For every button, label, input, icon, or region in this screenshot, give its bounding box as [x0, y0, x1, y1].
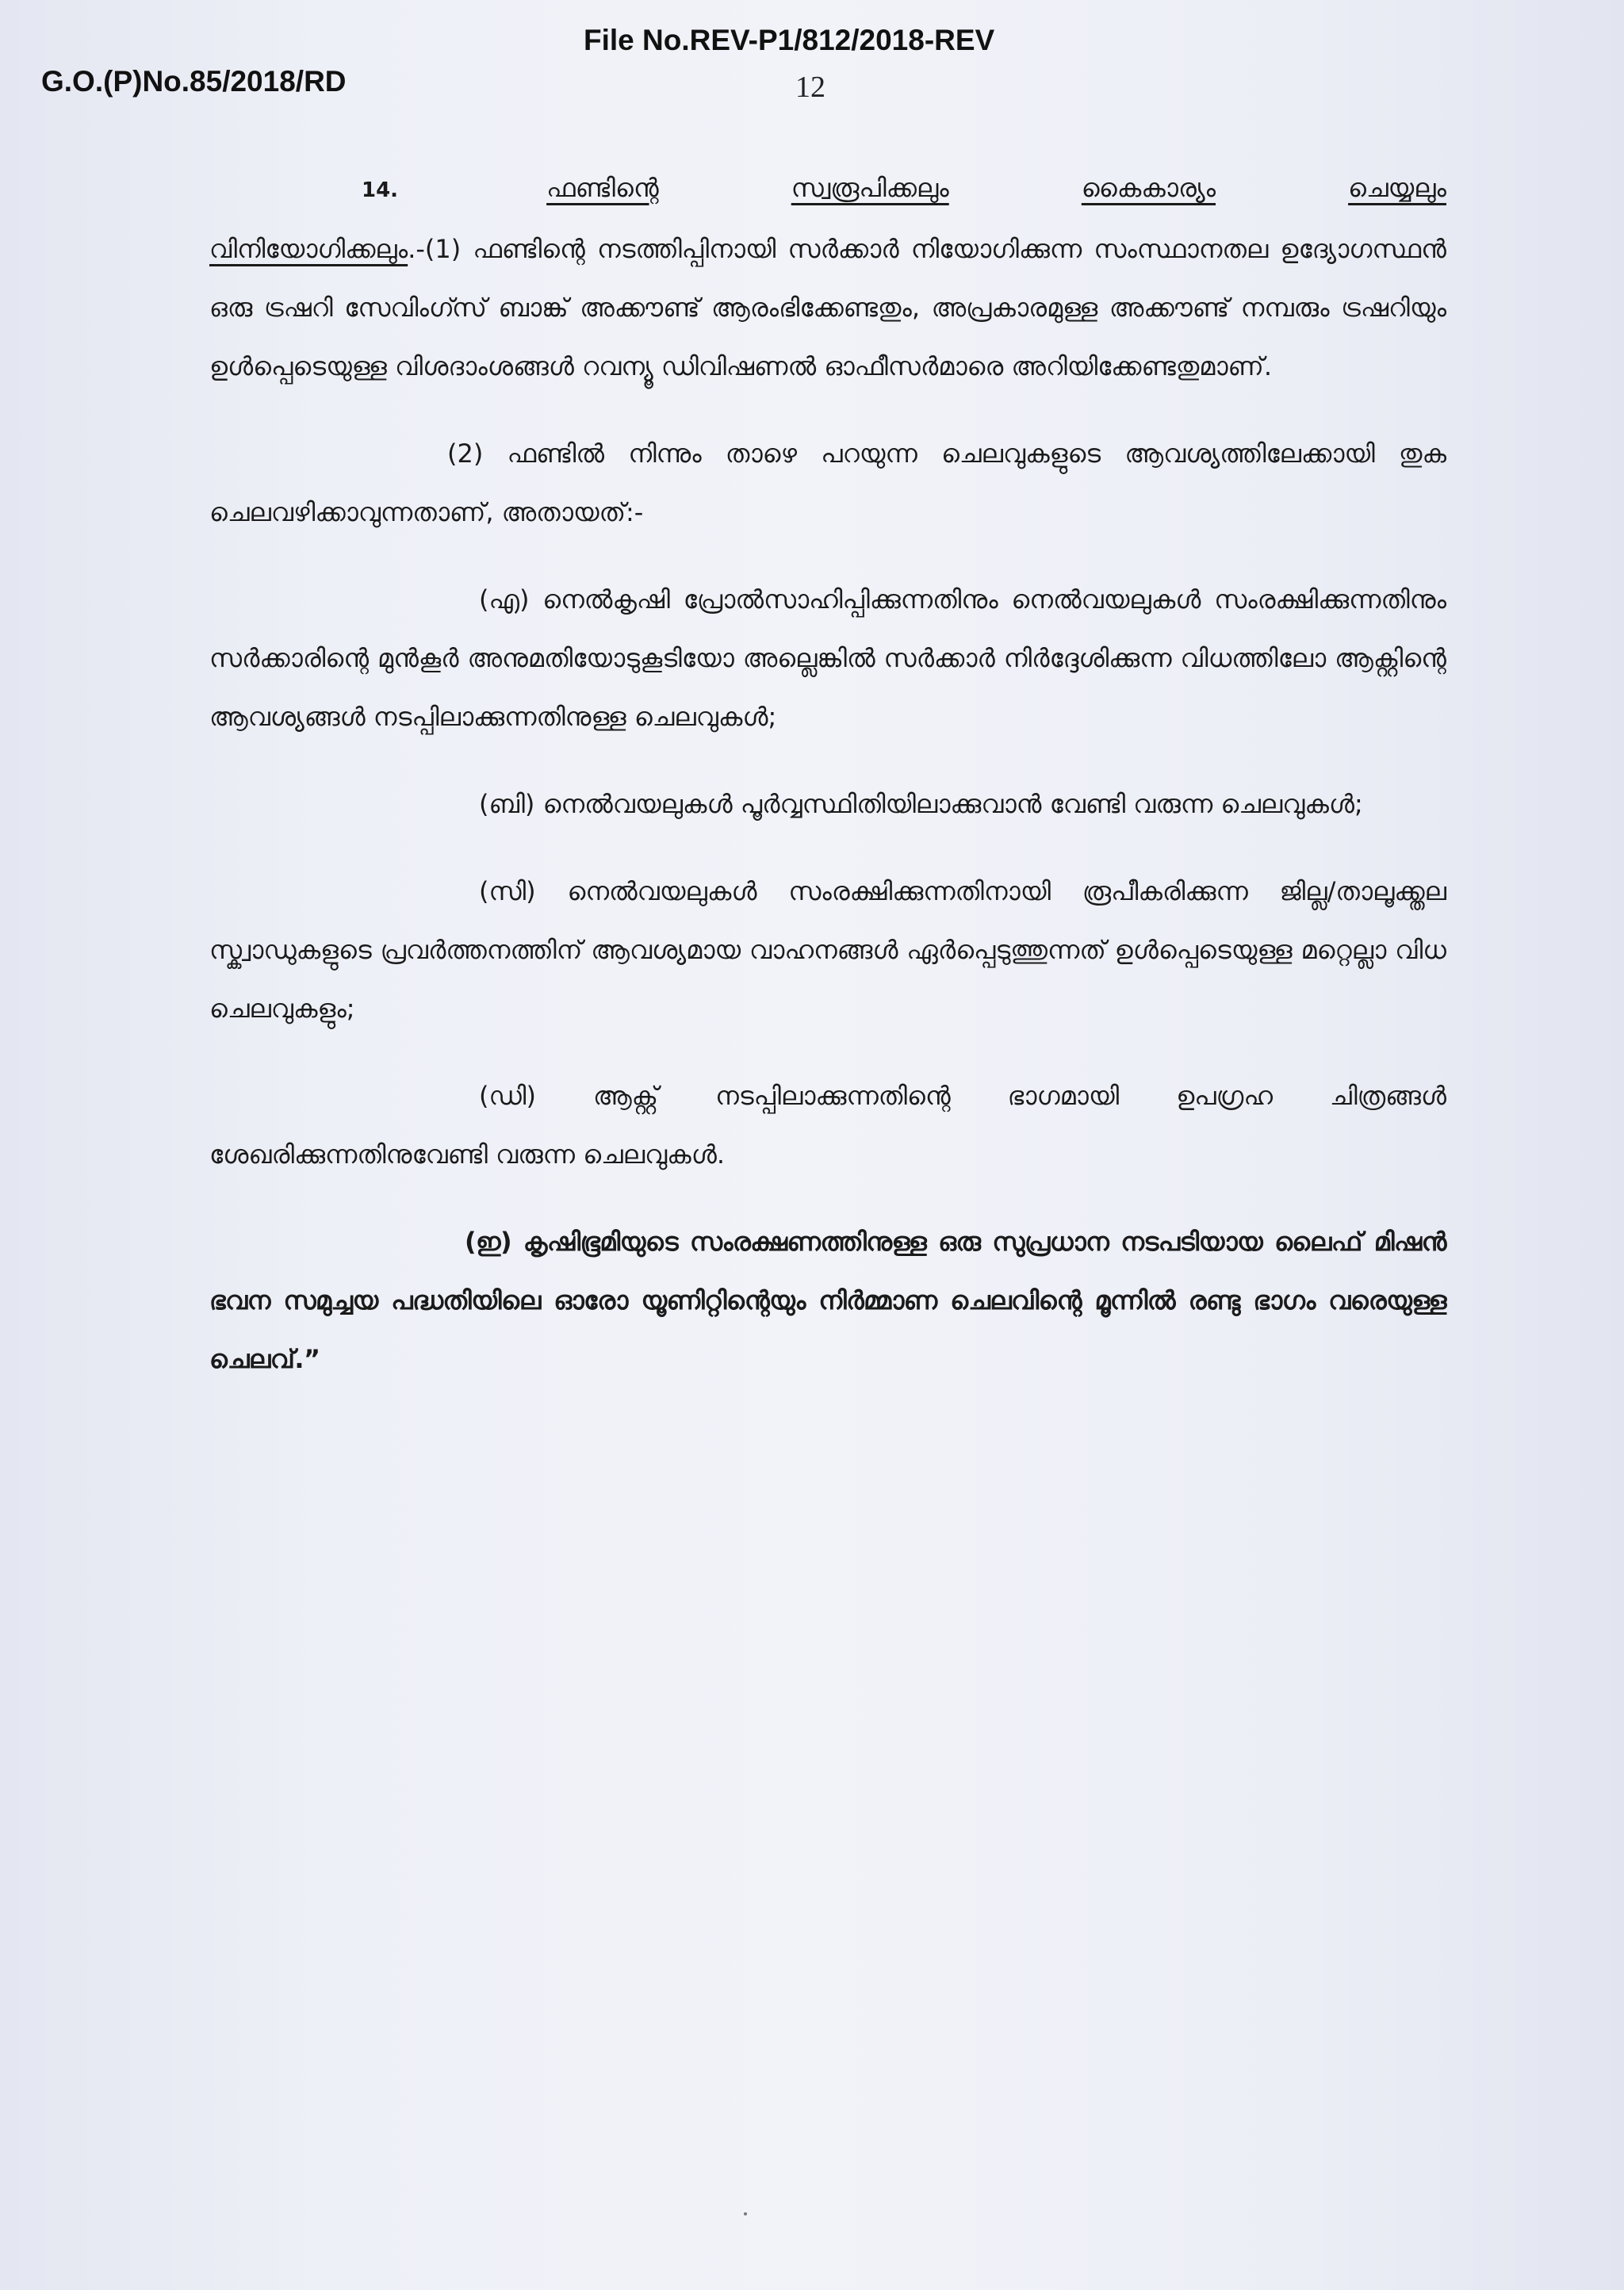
sub-section-1	[209, 220, 1446, 396]
clause-e: (ഇ) കൃഷിഭൂമിയുടെ സംരക്ഷണത്തിനുള്ള ഒരു സുപ്രധാന നടപടിയായ ലൈഫ് മിഷൻ ഭവന സമുച്ചയ പദ്ധതിയിലെ ഓരോ യൂണിറ്റിന്റെയും നിർമ്മാണ ചെലവിന്റെ മൂന്നിൽ രണ്ടു ഭാഗം വരെയുള്ള ചെലവ്.”	[209, 1227, 1446, 1374]
heading-word: സ്വരൂപിക്കലും	[791, 173, 949, 203]
go-number: G.O.(P)No.85/2018/RD	[41, 65, 347, 98]
clause-d: (ഡി) ആക്റ്റ് നടപ്പിലാക്കുന്നതിന്റെ ഭാഗമായി ഉപഗ്രഹ ചിത്രങ്ങൾ ശേഖരിക്കുന്നതിനുവേണ്ടി വരുന്ന ചെലവുകൾ.	[209, 1081, 1446, 1170]
file-number: File No.REV-P1/812/2018-REV	[584, 24, 995, 56]
scan-speck	[744, 2212, 747, 2215]
heading-continuation: വിനിയോഗിക്കലും	[209, 234, 408, 264]
sub-section-1-text: .-(1) ഫണ്ടിന്റെ നടത്തിപ്പിനായി സർക്കാർ നിയോഗിക്കുന്ന സംസ്ഥാനതല ഉദ്യോഗസ്ഥൻ ഒരു ട്രഷറി സേവിംഗ്സ് ബാങ്ക് അക്കൗണ്ട് ആരംഭിക്കേണ്ടതും, അപ്രകാരമുള്ള അക്കൗണ്ട് നമ്പരും ട്രഷറിയും ഉൾപ്പെടെയുള്ള വിശദാംശങ്ങൾ റവന്യൂ ഡിവിഷണൽ ഓഫീസർമാരെ അറിയിക്കേണ്ടതുമാണ്.	[209, 234, 1446, 381]
clause-a: (എ) നെൽകൃഷി പ്രോൽസാഹിപ്പിക്കുന്നതിനും നെൽവയലുകൾ സംരക്ഷിക്കുന്നതിനും സർക്കാരിന്റെ മുൻകൂർ അനുമതിയോടുകൂടിയോ അല്ലെങ്കിൽ സർക്കാർ നിർദ്ദേശിക്കുന്ന വിധത്തിലോ ആക്റ്റിന്റെ ആവശ്യങ്ങൾ നടപ്പിലാക്കുന്നതിനുള്ള ചെലവുകൾ;	[209, 584, 1446, 732]
page-number: 12	[795, 71, 825, 104]
section-14-heading	[209, 159, 1446, 220]
heading-word: ചെയ്യലും	[1348, 173, 1446, 203]
heading-word: ഫണ്ടിന്റെ	[546, 173, 659, 203]
sub-section-2: (2) ഫണ്ടിൽ നിന്നും താഴെ പറയുന്ന ചെലവുകളുടെ ആവശ്യത്തിലേക്കായി തുക ചെലവഴിക്കാവുന്നതാണ്, അതായത്:-	[209, 438, 1446, 527]
clause-b: (ബി) നെൽവയലുകൾ പൂർവ്വസ്ഥിതിയിലാക്കുവാൻ വേണ്ടി വരുന്ന ചെലവുകൾ;	[479, 789, 1363, 819]
heading-word: കൈകാര്യം	[1081, 173, 1216, 203]
section-number: 14.	[362, 178, 399, 202]
document-body	[209, 159, 1446, 1388]
clause-c: (സി) നെൽവയലുകൾ സംരക്ഷിക്കുന്നതിനായി രൂപീകരിക്കുന്ന ജില്ല/താലൂക്ക്തല സ്ക്വാഡുകളുടെ പ്രവർത്തനത്തിന് ആവശ്യമായ വാഹനങ്ങൾ ഏർപ്പെടുത്തുന്നത് ഉൾപ്പെടെയുള്ള മറ്റെല്ലാ വിധ ചെലവുകളും;	[209, 876, 1446, 1024]
